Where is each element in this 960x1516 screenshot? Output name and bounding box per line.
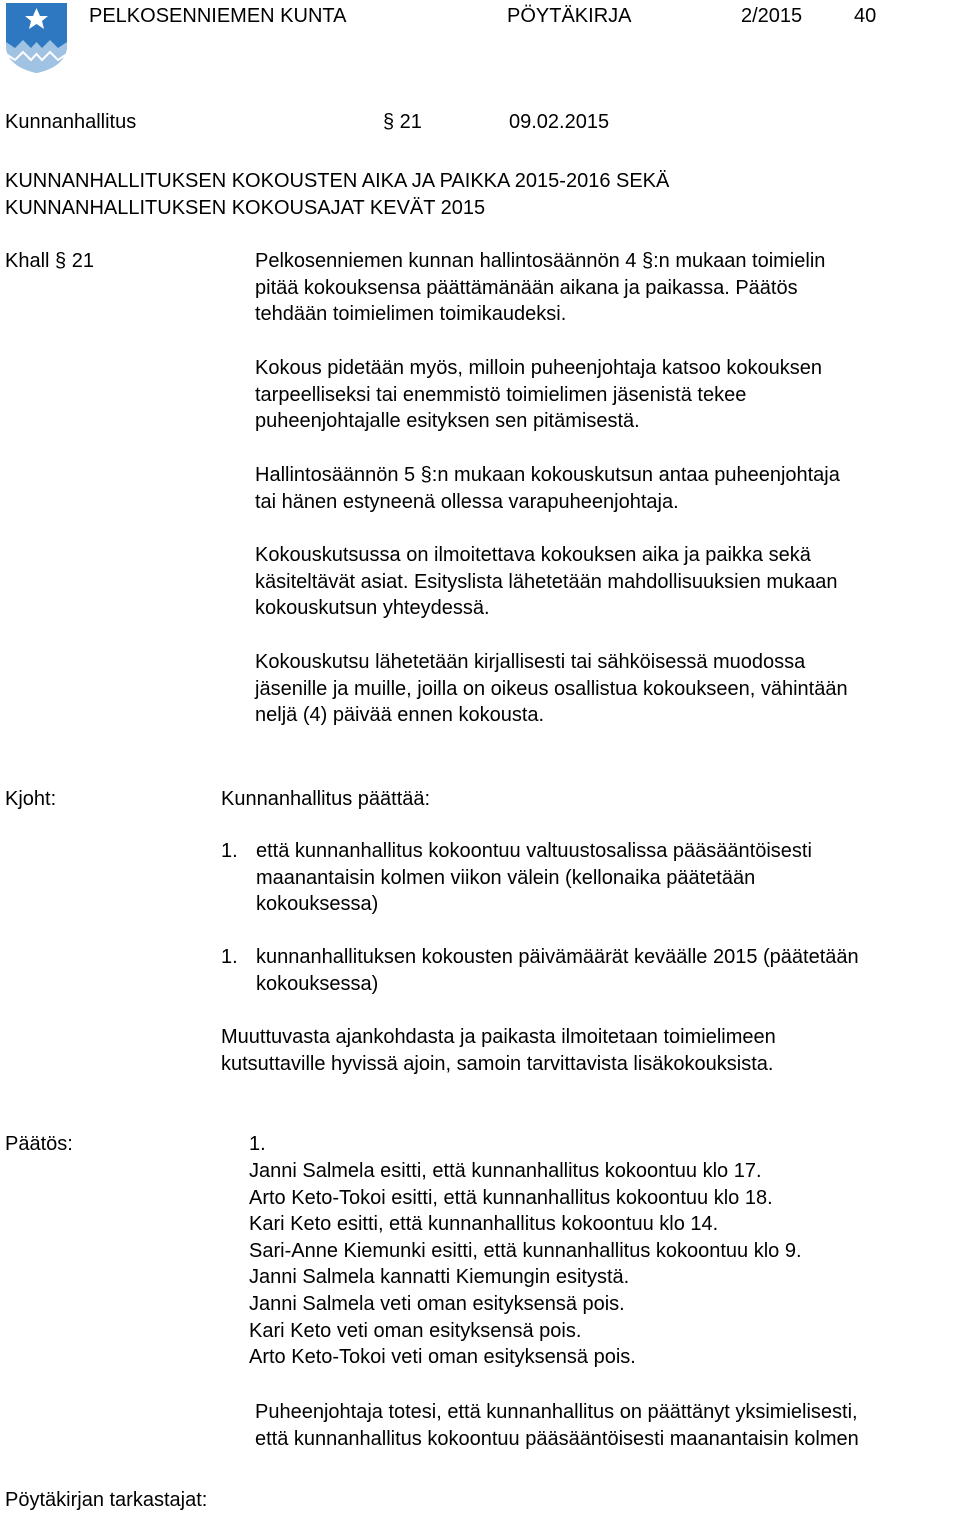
kjoht-item-2-number: 1. <box>221 946 238 968</box>
document-type: PÖYTÄKIRJA <box>507 5 632 27</box>
kjoht-intro: Kunnanhallitus päättää: <box>221 788 431 810</box>
khall-paragraph-3: Hallintosäännön 5 §:n mukaan kokouskutsun antaa puheenjohtaja tai hänen estyneenä ollessa varapuheenjohtaja. <box>255 464 840 513</box>
municipality-coat-of-arms <box>5 2 68 74</box>
paatos-line: Arto Keto-Tokoi veti oman esityksensä pois. <box>249 1346 636 1369</box>
paatos-line: Janni Salmela kannatti Kiemungin esitystä. <box>249 1266 630 1289</box>
paatos-line: Arto Keto-Tokoi esitti, että kunnanhallitus kokoontuu klo 18. <box>249 1186 773 1209</box>
kjoht-label: Kjoht: <box>5 788 57 810</box>
document-number: 2/2015 <box>741 5 803 27</box>
page-number: 40 <box>854 5 877 27</box>
paatos-line: Sari-Anne Kiemunki esitti, että kunnanhallitus kokoontuu klo 9. <box>249 1239 802 1262</box>
kjoht-closing: Muuttuvasta ajankohdasta ja paikasta ilmoitetaan toimielimeen kutsuttaville hyvissä ajoin, samoin tarvittavista lisäkokouksista. <box>221 1026 776 1075</box>
kjoht-item-1-number: 1. <box>221 840 238 862</box>
municipality-name: PELKOSENNIEMEN KUNTA <box>89 5 347 27</box>
meeting-body: Kunnanhallitus <box>5 111 137 133</box>
coat-of-arms-icon <box>5 2 68 74</box>
khall-label: Khall § 21 <box>5 250 94 272</box>
paatos-line: Kari Keto esitti, että kunnanhallitus kokoontuu klo 14. <box>249 1213 719 1236</box>
khall-paragraph-5: Kokouskutsu lähetetään kirjallisesti tai sähköisessä muodossa jäsenille ja muille, joilla on oikeus osallistua kokoukseen, vähintään neljä (4) päivää ennen kokousta. <box>255 651 848 727</box>
paatos-label: Päätös: <box>5 1133 73 1155</box>
agenda-title-line-1: KUNNANHALLITUKSEN KOKOUSTEN AIKA JA PAIKKA 2015-2016 SEKÄ <box>5 170 670 192</box>
paatos-line: Kari Keto veti oman esityksensä pois. <box>249 1319 582 1342</box>
kjoht-item-1-text: että kunnanhallitus kokoontuu valtuustosalissa pääsääntöisesti maanantaisin kolmen viikon välein (kellonaika päätetään kokouksessa) <box>256 840 812 916</box>
agenda-title-line-2: KUNNANHALLITUKSEN KOKOUSAJAT KEVÄT 2015 <box>5 197 486 219</box>
paatos-number: 1. <box>249 1133 266 1155</box>
khall-paragraph-1: Pelkosenniemen kunnan hallintosäännön 4 §:n mukaan toimielin pitää kokouksensa päättämänään aikana ja paikassa. Päätös tehdään toimielimen toimikaudeksi. <box>255 250 826 326</box>
khall-paragraph-4: Kokouskutsussa on ilmoitettava kokouksen aika ja paikka sekä käsiteltävät asiat. Esityslista lähetetään mahdollisuuksien mukaan kokouskutsun yhteydessä. <box>255 544 838 620</box>
meeting-date: 09.02.2015 <box>509 111 610 133</box>
khall-paragraph-2: Kokous pidetään myös, milloin puheenjohtaja katsoo kokouksen tarpeelliseksi tai enemmistö toimielimen jäsenistä tekee puheenjohtajalle esityksen sen pitämisestä. <box>255 357 823 433</box>
paatos-line: Janni Salmela esitti, että kunnanhallitus kokoontuu klo 17. <box>249 1160 762 1182</box>
kjoht-item-2-text: kunnanhallituksen kokousten päivämäärät keväälle 2015 (päätetään kokouksessa) <box>256 946 859 995</box>
paatos-line: Janni Salmela veti oman esityksensä pois. <box>249 1292 625 1315</box>
meeting-section: § 21 <box>383 111 422 133</box>
paatos-closing: Puheenjohtaja totesi, että kunnanhallitus on päättänyt yksimielisesti, että kunnanhallitus kokoontuu pääsääntöisesti maanantaisin kolmen <box>255 1401 859 1450</box>
minutes-reviewers-label: Pöytäkirjan tarkastajat: <box>5 1489 208 1511</box>
paatos-proposals <box>249 1158 802 1371</box>
